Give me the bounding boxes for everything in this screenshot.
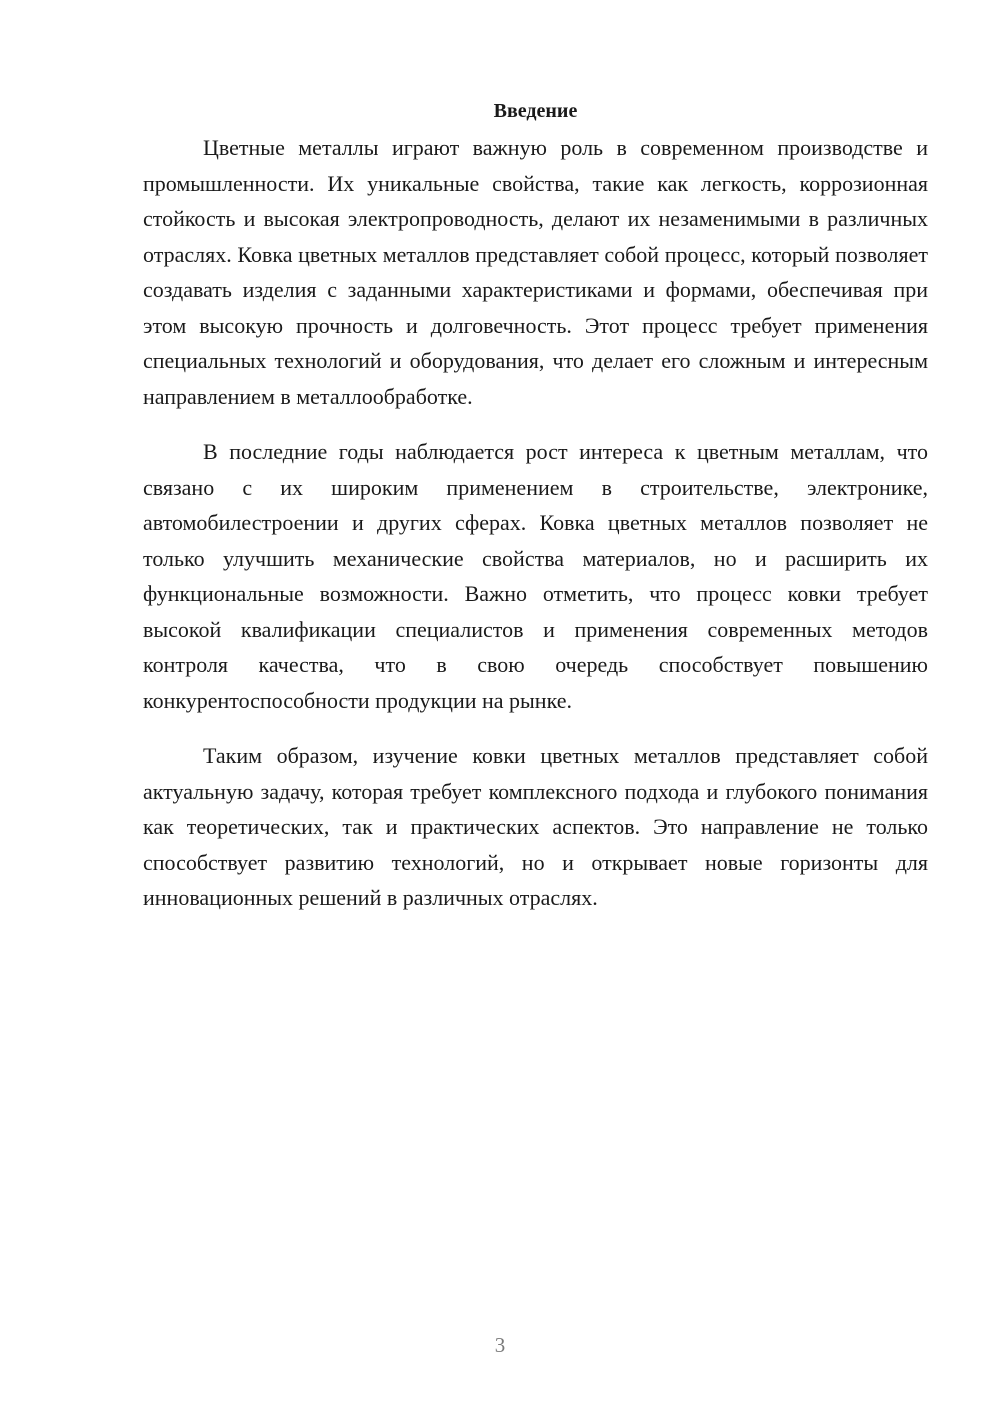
- paragraph-2: В последние годы наблюдается рост интереса к цветным металлам, что связано с их широким применением в строительстве, электронике, автомобилестроении и других сферах. Ковка цветных металлов позволяет не только улучшить механические свойства материалов, но и расширить их функциональные возможности. Важно отметить, что процесс ковки требует высокой квалификации специалистов и применения современных методов контроля качества, что в свою очередь способствует повышению конкурентоспособности продукции на рынке.: [143, 439, 928, 713]
- paragraph-1: Цветные металлы играют важную роль в современном производстве и промышленности. Их уникальные свойства, такие как легкость, коррозионная стойкость и высокая электропроводность, делают их незаменимыми в различных отраслях. Ковка цветных металлов представляет собой процесс, который позволяет создавать изделия с заданными характеристиками и формами, обеспечивая при этом высокую прочность и долговечность. Этот процесс требует применения специальных технологий и оборудования, что делает его сложным и интересным направлением в металлообработке.: [143, 135, 928, 409]
- paragraph-3: Таким образом, изучение ковки цветных металлов представляет собой актуальную задачу, которая требует комплексного подхода и глубокого понимания как теоретических, так и практических аспектов. Это направление не только способствует развитию технологий, но и открывает новые горизонты для инновационных решений в различных отраслях.: [143, 743, 928, 910]
- page-number: 3: [494, 1333, 506, 1357]
- section-title: Введение: [493, 100, 578, 122]
- page-content: [143, 93, 928, 936]
